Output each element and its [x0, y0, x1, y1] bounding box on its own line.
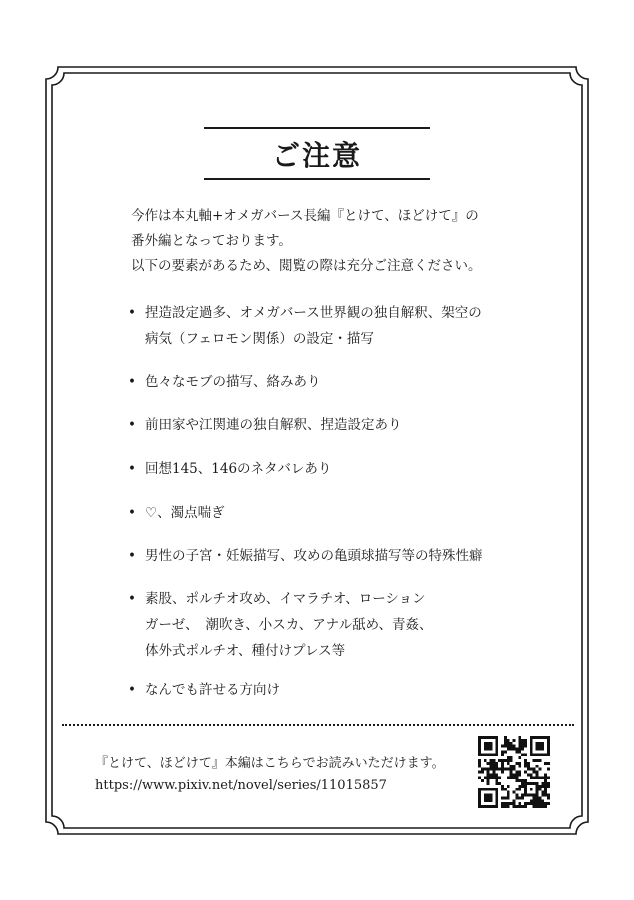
bullet-icon: •	[128, 461, 136, 477]
title-top-rule	[204, 127, 430, 129]
list-item-text: 前田家や江関連の独自解釈、捏造設定あり	[145, 417, 402, 433]
bullet-icon: •	[128, 682, 136, 698]
dotted-divider	[62, 724, 574, 726]
bullet-icon: •	[128, 417, 136, 433]
list-item-text: なんでも許せる方向け	[145, 682, 280, 698]
bullet-icon: •	[128, 591, 136, 607]
bullet-icon: •	[128, 548, 136, 564]
series-url-link[interactable]: https://www.pixiv.net/novel/series/11015857	[95, 778, 387, 793]
list-item-text: ♡、濁点喘ぎ	[145, 505, 225, 521]
bullet-icon: •	[128, 505, 136, 521]
page-title: ご注意	[271, 139, 362, 172]
frame-inner-border	[52, 73, 582, 828]
list-item-text: 素股、ポルチオ攻め、イマラチオ、ローション ガーゼ、 潮吹き、小スカ、アナル舐め、青姦、 体外式ポルチオ、種付けプレス等	[145, 591, 433, 659]
title-bottom-rule	[204, 178, 430, 180]
bullet-icon: •	[128, 374, 136, 390]
bullet-icon: •	[128, 305, 136, 321]
qr-code[interactable]	[478, 736, 550, 808]
list-item-text: 男性の子宮・妊娠描写、攻めの亀頭球描写等の特殊性癖	[145, 548, 483, 564]
footer-notice: 『とけて、ほどけて』本編はこちらでお読みいただけます。	[95, 756, 445, 771]
list-item-text: 捏造設定過多、オメガバース世界観の独自解釈、架空の 病気（フェロモン関係）の設定・描写	[145, 305, 482, 347]
intro-paragraph: 今作は本丸軸+オメガバース長編『とけて、ほどけて』の 番外編となっております。 以下の要素があるため、閲覧の際は充分ご注意ください。	[131, 208, 482, 274]
list-item-text: 色々なモブの描写、絡みあり	[145, 374, 321, 390]
frame-outer-border	[46, 67, 588, 834]
list-item-text: 回想145、146のネタバレあり	[145, 461, 332, 477]
